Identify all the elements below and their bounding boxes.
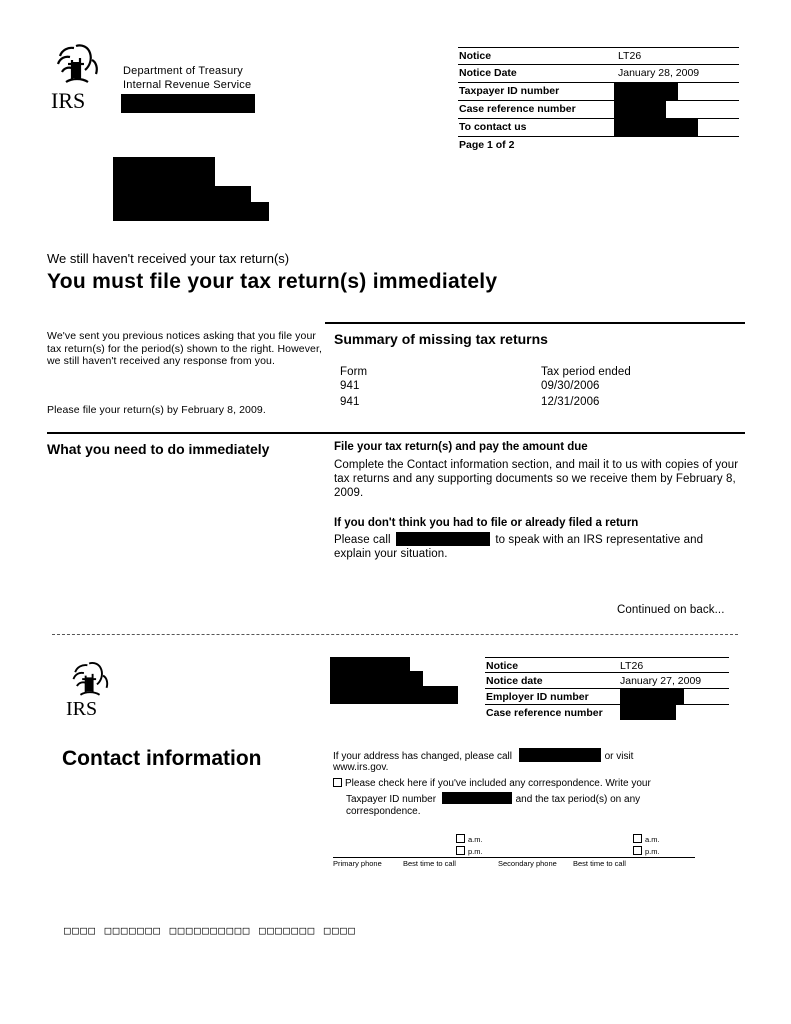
- redaction-block: [620, 705, 676, 720]
- scan-line-code: □□□□ □□□□□□□ □□□□□□□□□□ □□□□□□□ □□□□: [64, 924, 357, 937]
- redaction-block: [121, 94, 255, 113]
- eagle-emblem-icon: [68, 660, 112, 700]
- stub-notice-table: [485, 657, 729, 727]
- notice-date-value: January 28, 2009: [618, 67, 700, 79]
- page-subtitle: We still haven't received your tax return(s): [47, 251, 290, 266]
- summary-row-form: 941: [340, 396, 360, 408]
- call-prefix: Please call: [334, 534, 391, 546]
- irs-logo-text: IRS: [51, 88, 86, 113]
- phone-redaction: [396, 532, 490, 546]
- stub-notice-date-value: January 27, 2009: [620, 675, 702, 687]
- continued-on-back: Continued on back...: [617, 604, 725, 616]
- page-number-row: [458, 136, 739, 154]
- check-line-2-prefix: Taxpayer ID number: [346, 794, 437, 805]
- stub-irs-logo-text: IRS: [66, 698, 98, 720]
- summary-col-form: Form: [340, 366, 368, 378]
- summary-row-form: 941: [340, 380, 360, 392]
- tear-off-line: [52, 634, 738, 635]
- contact-info-title: Contact information: [62, 747, 262, 770]
- call-line-2: explain your situation.: [334, 548, 448, 560]
- todo-title: What you need to do immediately: [47, 441, 270, 457]
- todo-top-rule: [47, 432, 745, 434]
- phone-redaction: [519, 748, 601, 762]
- address-redaction: [240, 202, 269, 221]
- stub-case-reference-row: [485, 704, 729, 722]
- am-checkbox[interactable]: [633, 834, 642, 843]
- correspondence-checkbox[interactable]: [333, 778, 342, 787]
- pm-checkbox[interactable]: [456, 846, 465, 855]
- summary-col-period: Tax period ended: [541, 366, 631, 378]
- summary-title: Summary of missing tax returns: [334, 331, 548, 347]
- file-instructions: Complete the Contact information section, and mail it to us with copies of your tax returns and any supporting documents so we receive them by February 8, 2009.: [334, 459, 739, 499]
- redaction-block: [614, 119, 698, 136]
- dept-line-1: Department of Treasury: [123, 65, 243, 77]
- pm-label: p.m.: [645, 847, 660, 856]
- notice-date-row: [458, 64, 739, 82]
- redaction-block: [620, 689, 684, 704]
- stub-address-redaction: [410, 686, 458, 704]
- notice-info-table: [458, 47, 739, 157]
- phone-field-line[interactable]: [333, 857, 695, 858]
- notice-label: Notice: [459, 50, 492, 62]
- stub-employer-id-label: Employer ID number: [486, 691, 589, 703]
- irs-logo: [50, 42, 105, 112]
- notice-row: [458, 47, 739, 65]
- check-line-2-suffix: and the tax period(s) on any: [515, 794, 641, 805]
- primary-phone-label: Primary phone: [333, 859, 382, 868]
- taxpayer-id-label: Taxpayer ID number: [459, 85, 560, 97]
- stub-notice-value: LT26: [620, 660, 644, 672]
- pm-option-secondary[interactable]: [633, 846, 660, 856]
- taxpayer-id-row: [458, 82, 739, 100]
- pm-option-primary[interactable]: [456, 846, 483, 856]
- summary-row-period: 12/31/2006: [541, 396, 600, 408]
- address-prefix: If your address has changed, please call: [333, 751, 512, 762]
- notice-value: LT26: [618, 50, 642, 62]
- case-reference-row: [458, 100, 739, 118]
- summary-row-period: 09/30/2006: [541, 380, 600, 392]
- tin-redaction: [442, 792, 512, 804]
- pm-label: p.m.: [468, 847, 483, 856]
- redaction-block: [614, 101, 666, 118]
- notice-date-label: Notice Date: [459, 67, 517, 79]
- secondary-phone-label: Secondary phone: [498, 859, 557, 868]
- dept-line-2: Internal Revenue Service: [123, 79, 252, 91]
- best-time-label: Best time to call: [573, 859, 626, 868]
- intro-text: We've sent you previous notices asking that you file your tax return(s) for the period(s) shown to the right. However, we still haven't received any response from you.: [47, 330, 323, 367]
- page-number: Page 1 of 2: [459, 139, 515, 151]
- stub-case-reference-label: Case reference number: [486, 707, 603, 719]
- address-change-line: [333, 748, 633, 763]
- eagle-emblem-icon: [52, 42, 102, 88]
- correspondence-line-2: [346, 792, 640, 806]
- call-line: [334, 532, 744, 547]
- summary-top-rule: [325, 322, 745, 324]
- call-suffix: to speak with an IRS representative and: [495, 534, 704, 546]
- check-line-1: Please check here if you've included any correspondence. Write your: [345, 778, 651, 789]
- stub-irs-logo: [66, 660, 121, 724]
- am-option-primary[interactable]: [456, 834, 483, 844]
- am-checkbox[interactable]: [456, 834, 465, 843]
- stub-notice-label: Notice: [486, 660, 519, 672]
- department-name: [123, 64, 251, 92]
- filed-heading: If you don't think you had to file or already filed a return: [334, 517, 639, 529]
- file-heading: File your tax return(s) and pay the amount due: [334, 441, 588, 453]
- address-line-2: www.irs.gov.: [333, 762, 389, 773]
- redaction-block: [614, 83, 678, 100]
- address-suffix: or visit: [604, 751, 634, 762]
- correspondence-line-3: correspondence.: [346, 806, 421, 817]
- am-option-secondary[interactable]: [633, 834, 660, 844]
- stub-notice-date-label: Notice date: [486, 675, 543, 687]
- case-reference-label: Case reference number: [459, 103, 576, 115]
- contact-us-label: To contact us: [459, 121, 527, 133]
- am-label: a.m.: [645, 835, 660, 844]
- stub-address-redaction: [330, 657, 410, 704]
- am-label: a.m.: [468, 835, 483, 844]
- intro-deadline: Please file your return(s) by February 8, 2009.: [47, 404, 266, 416]
- best-time-label: Best time to call: [403, 859, 456, 868]
- page-headline: You must file your tax return(s) immediately: [47, 270, 498, 293]
- correspondence-line-1[interactable]: [333, 778, 651, 790]
- pm-checkbox[interactable]: [633, 846, 642, 855]
